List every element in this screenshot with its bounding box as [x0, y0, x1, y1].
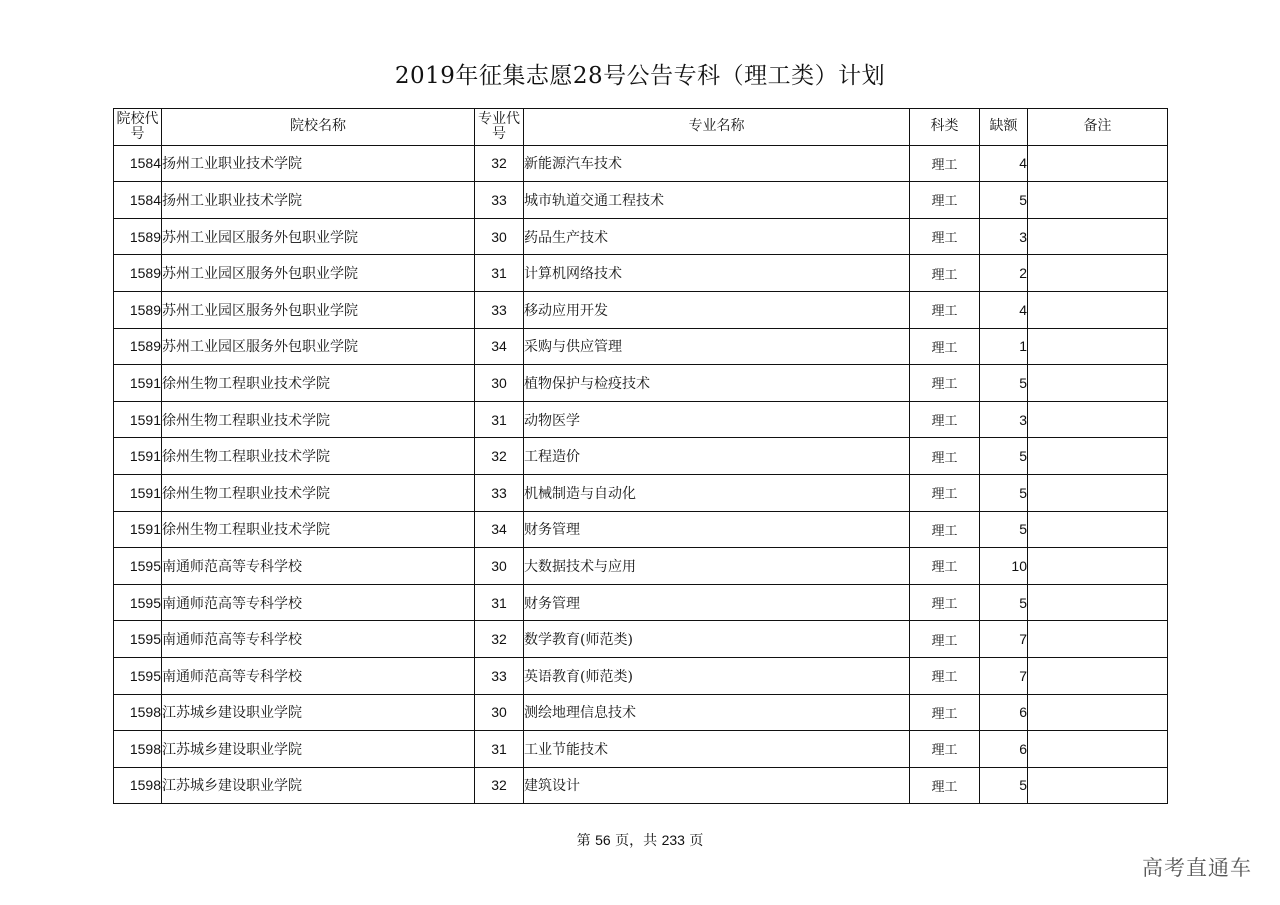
major-name-cell: 移动应用开发: [524, 291, 910, 328]
category-cell: 理工: [910, 584, 980, 621]
major-name-cell: 植物保护与检疫技术: [524, 365, 910, 402]
vacancy-cell: 4: [980, 145, 1028, 182]
note-cell: [1028, 438, 1168, 475]
note-cell: [1028, 255, 1168, 292]
school-name-cell: 徐州生物工程职业技术学院: [162, 474, 475, 511]
major-code-cell: 30: [475, 548, 524, 585]
category-cell: 理工: [910, 438, 980, 475]
major-name-cell: 动物医学: [524, 401, 910, 438]
school-code-cell: 1595: [114, 621, 162, 658]
school-code-cell: 1598: [114, 731, 162, 768]
note-cell: [1028, 182, 1168, 219]
footer-total-pages: 233: [661, 832, 685, 848]
header-major-code: 专业代号: [475, 109, 524, 146]
category-cell: 理工: [910, 511, 980, 548]
plan-table: [113, 108, 1168, 804]
major-name-cell: 工程造价: [524, 438, 910, 475]
table-row: [114, 767, 1168, 804]
major-name-cell: 英语教育(师范类): [524, 657, 910, 694]
school-name-cell: 徐州生物工程职业技术学院: [162, 511, 475, 548]
school-code-cell: 1584: [114, 182, 162, 219]
note-cell: [1028, 474, 1168, 511]
vacancy-cell: 5: [980, 767, 1028, 804]
major-name-cell: 药品生产技术: [524, 218, 910, 255]
school-code-cell: 1591: [114, 511, 162, 548]
table-row: [114, 182, 1168, 219]
major-name-cell: 财务管理: [524, 511, 910, 548]
note-cell: [1028, 548, 1168, 585]
category-cell: 理工: [910, 182, 980, 219]
note-cell: [1028, 401, 1168, 438]
note-cell: [1028, 584, 1168, 621]
table-row: [114, 255, 1168, 292]
note-cell: [1028, 767, 1168, 804]
vacancy-cell: 7: [980, 657, 1028, 694]
category-cell: 理工: [910, 255, 980, 292]
major-code-cell: 32: [475, 767, 524, 804]
footer-page-number: 56: [595, 832, 611, 848]
vacancy-cell: 6: [980, 731, 1028, 768]
school-name-cell: 江苏城乡建设职业学院: [162, 767, 475, 804]
vacancy-cell: 7: [980, 621, 1028, 658]
major-name-cell: 机械制造与自动化: [524, 474, 910, 511]
major-code-cell: 30: [475, 694, 524, 731]
header-vacancy: 缺额: [980, 109, 1028, 146]
page-footer: [0, 830, 1280, 850]
major-name-cell: 财务管理: [524, 584, 910, 621]
school-name-cell: 苏州工业园区服务外包职业学院: [162, 328, 475, 365]
table-row: [114, 291, 1168, 328]
major-name-cell: 采购与供应管理: [524, 328, 910, 365]
major-name-cell: 建筑设计: [524, 767, 910, 804]
school-code-cell: 1598: [114, 694, 162, 731]
major-code-cell: 31: [475, 731, 524, 768]
table-row: [114, 328, 1168, 365]
header-school-code: 院校代号: [114, 109, 162, 146]
vacancy-cell: 5: [980, 474, 1028, 511]
school-code-cell: 1591: [114, 474, 162, 511]
note-cell: [1028, 511, 1168, 548]
major-code-cell: 30: [475, 218, 524, 255]
note-cell: [1028, 145, 1168, 182]
vacancy-cell: 5: [980, 584, 1028, 621]
vacancy-cell: 1: [980, 328, 1028, 365]
school-name-cell: 徐州生物工程职业技术学院: [162, 438, 475, 475]
vacancy-cell: 5: [980, 365, 1028, 402]
table-header-row: [114, 109, 1168, 146]
vacancy-cell: 4: [980, 291, 1028, 328]
category-cell: 理工: [910, 767, 980, 804]
vacancy-cell: 6: [980, 694, 1028, 731]
note-cell: [1028, 328, 1168, 365]
major-name-cell: 测绘地理信息技术: [524, 694, 910, 731]
major-code-cell: 31: [475, 584, 524, 621]
note-cell: [1028, 731, 1168, 768]
school-name-cell: 南通师范高等专科学校: [162, 657, 475, 694]
table-row: [114, 511, 1168, 548]
school-code-cell: 1589: [114, 255, 162, 292]
school-code-cell: 1591: [114, 365, 162, 402]
vacancy-cell: 5: [980, 438, 1028, 475]
table-row: [114, 621, 1168, 658]
school-name-cell: 苏州工业园区服务外包职业学院: [162, 218, 475, 255]
school-code-cell: 1591: [114, 401, 162, 438]
vacancy-cell: 5: [980, 182, 1028, 219]
category-cell: 理工: [910, 621, 980, 658]
major-code-cell: 31: [475, 401, 524, 438]
table-row: [114, 657, 1168, 694]
major-code-cell: 34: [475, 511, 524, 548]
major-name-cell: 大数据技术与应用: [524, 548, 910, 585]
table-row: [114, 548, 1168, 585]
major-name-cell: 数学教育(师范类): [524, 621, 910, 658]
note-cell: [1028, 218, 1168, 255]
school-name-cell: 江苏城乡建设职业学院: [162, 694, 475, 731]
vacancy-cell: 3: [980, 218, 1028, 255]
table-row: [114, 584, 1168, 621]
major-code-cell: 34: [475, 328, 524, 365]
school-code-cell: 1598: [114, 767, 162, 804]
school-name-cell: 南通师范高等专科学校: [162, 584, 475, 621]
footer-prefix: 第: [576, 833, 596, 849]
major-code-cell: 33: [475, 182, 524, 219]
school-code-cell: 1595: [114, 548, 162, 585]
school-name-cell: 南通师范高等专科学校: [162, 621, 475, 658]
school-name-cell: 江苏城乡建设职业学院: [162, 731, 475, 768]
vacancy-cell: 3: [980, 401, 1028, 438]
table-row: [114, 401, 1168, 438]
category-cell: 理工: [910, 401, 980, 438]
major-code-cell: 32: [475, 621, 524, 658]
category-cell: 理工: [910, 291, 980, 328]
category-cell: 理工: [910, 218, 980, 255]
category-cell: 理工: [910, 328, 980, 365]
table-row: [114, 218, 1168, 255]
school-name-cell: 苏州工业园区服务外包职业学院: [162, 255, 475, 292]
note-cell: [1028, 694, 1168, 731]
category-cell: 理工: [910, 474, 980, 511]
school-name-cell: 扬州工业职业技术学院: [162, 182, 475, 219]
header-major-name: 专业名称: [524, 109, 910, 146]
school-name-cell: 南通师范高等专科学校: [162, 548, 475, 585]
school-code-cell: 1595: [114, 657, 162, 694]
table-row: [114, 731, 1168, 768]
major-code-cell: 30: [475, 365, 524, 402]
table-row: [114, 438, 1168, 475]
school-name-cell: 徐州生物工程职业技术学院: [162, 401, 475, 438]
header-category: 科类: [910, 109, 980, 146]
school-name-cell: 徐州生物工程职业技术学院: [162, 365, 475, 402]
vacancy-cell: 10: [980, 548, 1028, 585]
vacancy-cell: 5: [980, 511, 1028, 548]
major-code-cell: 32: [475, 145, 524, 182]
category-cell: 理工: [910, 731, 980, 768]
major-name-cell: 新能源汽车技术: [524, 145, 910, 182]
watermark-logo: 高考直通车: [1142, 856, 1252, 880]
note-cell: [1028, 657, 1168, 694]
note-cell: [1028, 291, 1168, 328]
major-code-cell: 31: [475, 255, 524, 292]
footer-suffix: 页: [684, 833, 704, 849]
category-cell: 理工: [910, 657, 980, 694]
note-cell: [1028, 365, 1168, 402]
category-cell: 理工: [910, 365, 980, 402]
note-cell: [1028, 621, 1168, 658]
school-name-cell: 苏州工业园区服务外包职业学院: [162, 291, 475, 328]
header-note: 备注: [1028, 109, 1168, 146]
major-code-cell: 33: [475, 657, 524, 694]
footer-middle: 页，共: [610, 833, 662, 849]
school-code-cell: 1591: [114, 438, 162, 475]
vacancy-cell: 2: [980, 255, 1028, 292]
table-row: [114, 145, 1168, 182]
table-row: [114, 365, 1168, 402]
table-row: [114, 474, 1168, 511]
school-code-cell: 1589: [114, 218, 162, 255]
school-code-cell: 1589: [114, 328, 162, 365]
category-cell: 理工: [910, 145, 980, 182]
school-code-cell: 1584: [114, 145, 162, 182]
school-code-cell: 1589: [114, 291, 162, 328]
major-code-cell: 33: [475, 291, 524, 328]
major-code-cell: 33: [475, 474, 524, 511]
school-name-cell: 扬州工业职业技术学院: [162, 145, 475, 182]
major-name-cell: 计算机网络技术: [524, 255, 910, 292]
category-cell: 理工: [910, 548, 980, 585]
major-name-cell: 工业节能技术: [524, 731, 910, 768]
major-name-cell: 城市轨道交通工程技术: [524, 182, 910, 219]
school-code-cell: 1595: [114, 584, 162, 621]
page-title: 2019年征集志愿28号公告专科（理工类）计划: [394, 63, 886, 89]
category-cell: 理工: [910, 694, 980, 731]
header-school-name: 院校名称: [162, 109, 475, 146]
table-row: [114, 694, 1168, 731]
major-code-cell: 32: [475, 438, 524, 475]
